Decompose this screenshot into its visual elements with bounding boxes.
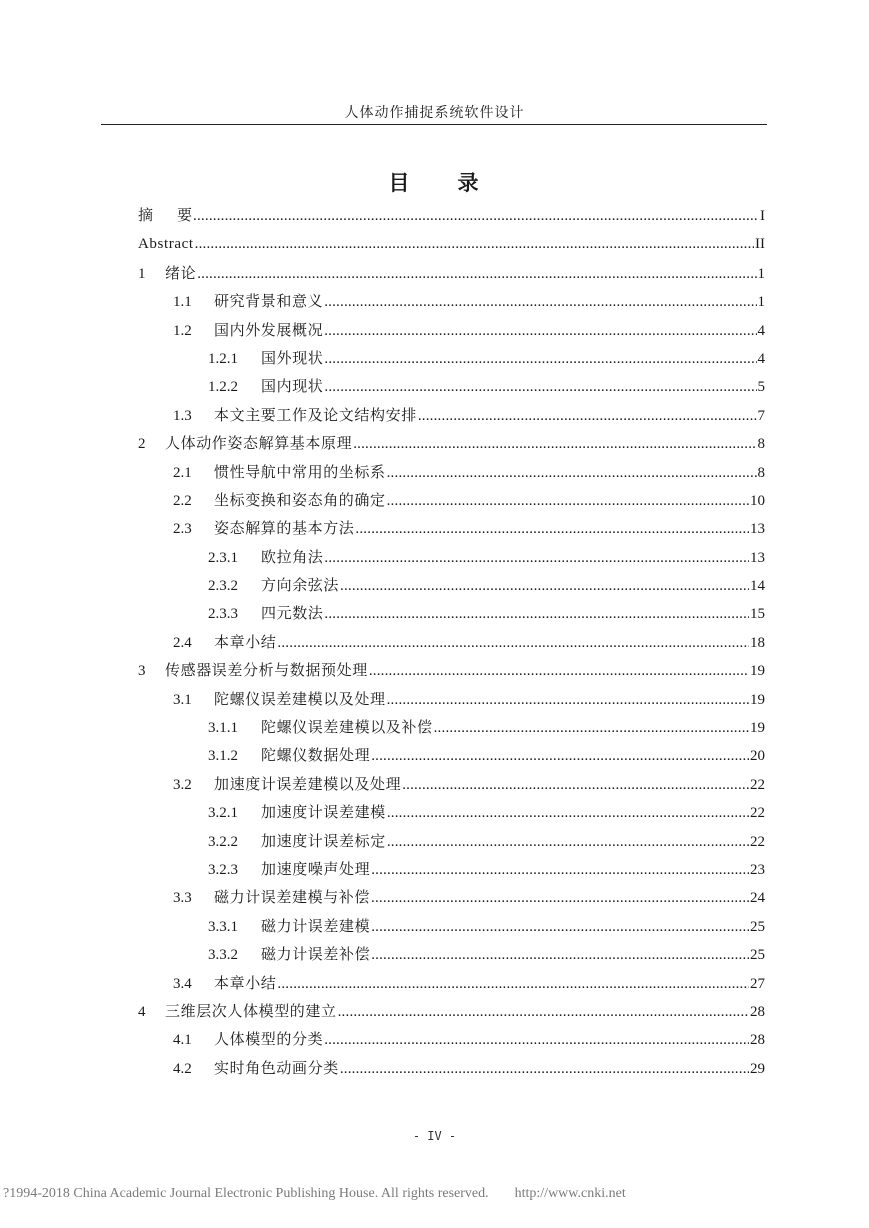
toc-entry-number: 1.3 [173,407,192,424]
toc-entry-number: 3.1.1 [208,720,238,737]
dot-leader [195,230,754,258]
toc-entry-label: Abstract [138,236,194,253]
toc-entry[interactable] [138,287,765,315]
dot-leader [371,941,749,969]
toc-entry-label: 磁力计误差建模与补偿 [214,888,371,907]
toc-title-char-2: 录 [457,170,481,195]
toc-entry-page: 24 [750,890,765,907]
toc-entry-label-char: 要 [177,208,193,224]
toc-entry-number: 2.3 [173,521,192,538]
toc-entry-label: 陀螺仪数据处理 [261,746,371,765]
toc-entry[interactable] [138,514,765,542]
dot-leader [371,742,749,770]
toc-entry[interactable] [138,1025,765,1053]
dot-leader [277,629,749,657]
dot-leader [340,572,749,600]
header-rule [101,124,767,125]
toc-entry-number: 2.1 [173,464,192,481]
toc-entry-number: 4.1 [173,1032,192,1049]
toc-entry[interactable] [138,969,765,997]
toc-entry-page: 8 [757,464,765,481]
toc-entry-number: 1.2 [173,322,192,339]
toc-entry-number: 4 [138,1003,146,1020]
toc-entry-page: 22 [750,833,765,850]
toc-entry-number: 3.2.2 [208,833,238,850]
toc-entry-label: 惯性导航中常用的坐标系 [214,462,386,481]
dot-leader [371,856,749,884]
toc-entry[interactable] [138,798,765,826]
dot-leader [197,260,756,288]
toc-entry-page: 20 [750,748,765,765]
toc-entry[interactable] [138,628,765,656]
running-header: 人体动作捕捉系统软件设计 [344,105,525,121]
toc-entry-page: 4 [757,350,765,367]
toc-entry-number: 1 [138,265,146,282]
dot-leader [324,600,749,628]
toc-entry[interactable] [138,458,765,486]
dot-leader [353,430,756,458]
toc-entry-label: 磁力计误差建模 [261,916,371,935]
toc-entry-page: II [755,236,765,253]
toc-entry-page: 19 [750,663,765,680]
toc-entry-label: 本文主要工作及论文结构安排 [214,405,417,424]
toc-entry[interactable] [138,770,765,798]
toc-entry-number: 2.3.1 [208,549,238,566]
toc-entry-label: 加速度计误差建模 [261,803,386,822]
dot-leader [371,913,749,941]
toc-entry-page: 23 [750,861,765,878]
toc-entry-number: 1.2.2 [208,379,238,396]
toc-entry-label: 传感器误差分析与数据预处理 [165,661,368,680]
toc-entry-label: 本章小结 [214,973,277,992]
toc-entry-label: 四元数法 [261,604,324,623]
toc-entry-page: 10 [750,492,765,509]
toc-title-char-1: 目 [388,170,412,195]
dot-leader [338,998,749,1026]
toc-entry-page: 8 [757,436,765,453]
dot-leader [324,544,749,572]
toc-entry-number: 2 [138,436,146,453]
toc-entry-page: 15 [750,606,765,623]
toc-entry-label-char: 摘 [138,208,154,224]
toc-entry[interactable] [138,656,765,684]
toc-entry-label: 加速度计误差标定 [261,831,386,850]
source-url[interactable]: http://www.cnki.net [514,1186,626,1201]
dot-leader [402,771,749,799]
toc-entry-page: 1 [757,265,765,282]
toc-entry-label: 本章小结 [214,632,277,651]
dot-leader [193,202,759,230]
toc-entry-label [138,202,192,230]
toc-entry-number: 3.2.3 [208,861,238,878]
dot-leader [371,884,749,912]
toc-entry-number: 3.2.1 [208,805,238,822]
dot-leader [324,288,756,316]
toc-entry-abstract-en[interactable] [138,230,765,258]
toc-entry-label: 三维层次人体模型的建立 [165,1001,337,1020]
dot-leader [387,828,749,856]
toc-entry[interactable] [138,883,765,911]
toc-entry-label: 国外现状 [261,348,324,367]
toc-entry-abstract-cn[interactable] [138,202,765,230]
toc-entry[interactable] [138,827,765,855]
toc-entry-page: 25 [750,947,765,964]
toc-entry-page: 25 [750,918,765,935]
dot-leader [355,515,749,543]
toc-entry-label: 国内外发展概况 [214,320,324,339]
toc-entry-page: I [760,208,765,224]
toc-entry-page: 14 [750,578,765,595]
toc-entry-number: 2.3.2 [208,578,238,595]
toc-entry-number: 3.3.2 [208,947,238,964]
page-number: - IV - [412,1129,457,1143]
toc-entry[interactable] [138,1054,765,1082]
toc-entry-page: 27 [750,975,765,992]
dot-leader [387,487,749,515]
toc-entry-label: 加速度噪声处理 [261,859,371,878]
dot-leader [369,657,749,685]
toc-entry-page: 22 [750,805,765,822]
toc-entry[interactable] [138,344,765,372]
toc-entry[interactable] [138,855,765,883]
toc-entry-label: 方向余弦法 [261,576,340,595]
toc-title [0,170,869,196]
toc-entry-number: 3.3.1 [208,918,238,935]
toc-entry-page: 29 [750,1060,765,1077]
table-of-contents [138,202,765,1082]
toc-entry-page: 13 [750,549,765,566]
toc-entry-number: 3 [138,663,146,680]
toc-entry-number: 3.1 [173,691,192,708]
toc-entry[interactable] [138,912,765,940]
toc-entry[interactable] [138,571,765,599]
toc-entry-label: 绪论 [165,263,197,282]
toc-entry[interactable] [138,741,765,769]
footer-notice [3,1185,626,1203]
dot-leader [387,459,757,487]
toc-entry[interactable] [138,543,765,571]
toc-entry-number: 3.2 [173,776,192,793]
toc-entry-number: 1.2.1 [208,350,238,367]
toc-entry-label: 欧拉角法 [261,547,324,566]
toc-entry-page: 13 [750,521,765,538]
toc-entry-label: 人体模型的分类 [214,1030,324,1049]
toc-entry-label: 人体动作姿态解算基本原理 [165,434,353,453]
toc-entry[interactable] [138,259,765,287]
toc-entry[interactable] [138,429,765,457]
toc-entry[interactable] [138,372,765,400]
toc-entry-label: 磁力计误差补偿 [261,945,371,964]
toc-entry-page: 22 [750,776,765,793]
toc-entry-number: 2.4 [173,634,192,651]
dot-leader [277,970,749,998]
dot-leader [324,1026,749,1054]
dot-leader [324,373,756,401]
dot-leader [418,402,757,430]
toc-entry[interactable] [138,401,765,429]
toc-entry-label: 陀螺仪误差建模以及补偿 [261,718,433,737]
toc-entry-label: 姿态解算的基本方法 [214,519,355,538]
copyright-notice: ?1994-2018 China Academic Journal Electronic Publishing House. All rights reserved. [3,1186,489,1201]
toc-entry-page: 18 [750,634,765,651]
toc-entry-number: 3.4 [173,975,192,992]
toc-entry-label: 实时角色动画分类 [214,1058,339,1077]
toc-entry-number: 3.3 [173,890,192,907]
dot-leader [387,686,749,714]
toc-entry-page: 5 [757,379,765,396]
toc-entry[interactable] [138,713,765,741]
toc-entry-page: 4 [757,322,765,339]
toc-entry[interactable] [138,316,765,344]
dot-leader [324,345,756,373]
toc-entry-page: 7 [757,407,765,424]
toc-entry-number: 3.1.2 [208,748,238,765]
toc-entry-page: 19 [750,720,765,737]
toc-entry-page: 1 [757,294,765,311]
toc-entry-label: 国内现状 [261,377,324,396]
toc-entry-page: 28 [750,1003,765,1020]
toc-entry-label: 加速度计误差建模以及处理 [214,774,402,793]
toc-entry-number: 4.2 [173,1060,192,1077]
dot-leader [387,799,749,827]
toc-entry-label: 研究背景和意义 [214,292,324,311]
toc-entry[interactable] [138,486,765,514]
toc-entry-number: 1.1 [173,294,192,311]
toc-entry[interactable] [138,599,765,627]
toc-entry-label: 坐标变换和姿态角的确定 [214,490,386,509]
toc-entry[interactable] [138,940,765,968]
dot-leader [434,714,749,742]
toc-entry-label: 陀螺仪误差建模以及处理 [214,689,386,708]
toc-entry[interactable] [138,685,765,713]
toc-entry-number: 2.3.3 [208,606,238,623]
dot-leader [340,1055,749,1083]
toc-entry[interactable] [138,997,765,1025]
toc-entry-number: 2.2 [173,492,192,509]
toc-entry-page: 19 [750,691,765,708]
dot-leader [324,317,756,345]
toc-entry-page: 28 [750,1032,765,1049]
